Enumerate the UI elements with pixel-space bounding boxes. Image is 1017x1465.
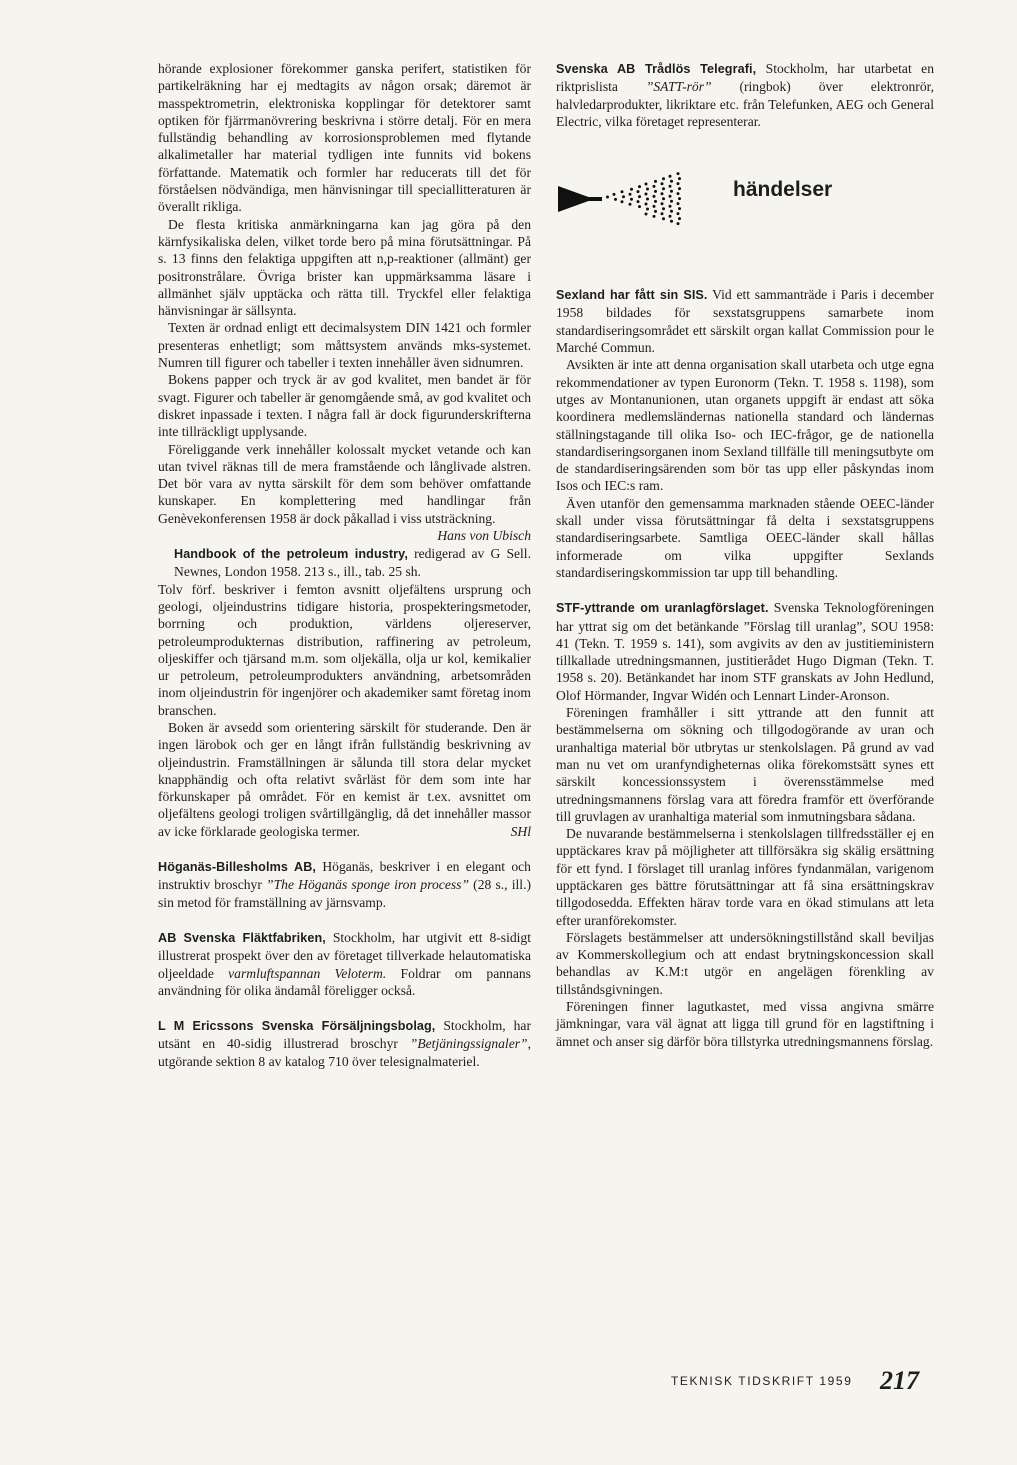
article-paragraph: Föreningen finner lagutkastet, med vissa angivna smärre jämkningar, vara väl ägnat att ligga till grund för en lagstiftning i ämnet och anser sig därför böra tillstyrka utredningsmannens förslag. <box>556 999 934 1049</box>
article-title: Sexland har fått sin SIS. <box>556 288 708 303</box>
right-column <box>556 60 934 1050</box>
notice-title: Svenska AB Trådlös Telegrafi, <box>556 62 757 76</box>
article-stf: STF-yttrande om uranlagförslaget. Svenska Teknologföreningen har yttrat sig om det betänkande ”Förslag till uranlag”, SOU 1958: 41 (Tekn. T. 1959 s. 141), som avgivits av den av justitieministern tillkallade utredningsmannen, justitierådet Hugo Digman (Tekn. T. 1958 s. 20). Betänkandet har inom STF granskats av John Hedlund, Olof Hörmander, Ingvar Widén och Lennart Linder-Aronson. Föreningen framhåller i sitt yttrande att den funnit att bestämmelserna om sökning och tillgodogörande av uran och uranhaltiga material bör utbrytas ur stenkolslagen. På grund av vad man nu vet om uranfyndigheternas olika förekomstsätt synes ett särskilt koncessionssystem i överensstämmelse med utredningsmannens förslag vara att föredra framför ett överförande till gruvlagen av uranhaltiga material som inmutningsbara sådana. De nuvarande bestämmelserna i stenkolslagen tillfredsställer ej en upptäckares krav på möjligheter att tillförsäkra sig skälig ersättning för ett fynd. I förslaget till uranlag införes fyndanmälan, varigenom upptäckaren ges bättre förutsättningar att få sina ersättningskrav tillgodosedda. Effekten härav torde vara en ökad stimulans att leta efter uranförekomster. Förslagets bestämmelser att undersökningstillstånd skall beviljas av Kommerskollegium och att endast brytningskoncession skall behandlas av K.M:t utgör en angelägen förenkling av tillståndsgivningen. Föreningen finner lagutkastet, med vissa angivna smärre jämkningar, vara väl ägnat att ligga till grund för en lagstiftning i ämnet och anser sig därför böra tillstyrka utredningsmannens förslag. <box>556 600 934 1049</box>
article-paragraph: Föreningen framhåller i sitt yttrande att den funnit att bestämmelserna om sökning och tillgodogörande av uran och uranhaltiga material bör utbrytas ur stenkolslagen. På grund av vad man nu vet om uranfyndigheternas olika förekomstsätt synes ett särskilt koncessionssystem i överensstämmelse med utredningsmannens förslag vara att föredra framför ett överförande till gruvlagen av uranhaltiga material som inmutningsbara sådana. <box>556 705 934 824</box>
notice-flaktfabriken: AB Svenska Fläktfabriken, Stockholm, har utgivit ett 8-sidigt illustrerat prospekt över den av företaget tillverkade helautomatiska oljeeldade varmluftspannan Veloterm. Foldrar om pannans användning för olika ändamål föreligger också. <box>158 929 532 998</box>
notice-tradlos: Svenska AB Trådlös Telegrafi, Stockholm, har utarbetat en riktprislista ”SATT-rör” (ringbok) över elektronrör, halvledarprodukter, likriktare etc. från Telefunken, AEG och General Electric, vilka företaget representerar. <box>556 61 934 129</box>
article-paragraph: De nuvarande bestämmelserna i stenkolslagen tillfredsställer ej en upptäckares krav på möjligheter att tillförsäkra sig skälig ersättning för ett fynd. I förslaget till uranlag införes fyndanmälan, varigenom upptäckaren ges bättre förutsättningar att få sina ersättningskrav tillgodosedda. Effekten härav torde vara en ökad stimulans att leta efter uranförekomster. <box>556 826 934 928</box>
page-number: 217 <box>880 1366 919 1395</box>
review-paragraph <box>158 719 531 840</box>
left-column <box>158 60 531 1070</box>
book-title: Handbook of the petroleum industry, <box>174 547 408 562</box>
journal-footer: TEKNISK TIDSKRIFT 1959 <box>671 1374 853 1388</box>
events-banner <box>556 154 934 274</box>
review-paragraph: Bokens papper och tryck är av god kvalitet, men bandet är för svagt. Figurer och tabeller är genomgående små, av god kvalitet och diskret inpassade i texten. I några fall är dock figurunderskrifterna inte tillräckligt upplysande. <box>158 372 531 440</box>
article-title: STF-yttrande om uranlagförslaget. <box>556 601 769 616</box>
article-paragraph: Även utanför den gemensamma marknaden stående OEEC-länder skall under vissa förutsättningar få delta i sexstatsgruppens standardiseringsarbete. Samtliga OEEC-länder skall hållas informerade om vilka uppgifter Sexlands standardiseringskommission tar upp till behandling. <box>556 495 934 580</box>
review-text: Föreliggande verk innehåller kolossalt mycket vetande och kan utan tvivel räknas till de mera framstående och långlivade alstren. Det bör vara av nytta särskilt för dem som behöver omfattande kunskaper. En komplettering med handlingar från Genèvekonferensen 1958 är dock påkallad i viss utsträckning. <box>158 441 531 526</box>
article-sexland: Sexland har fått sin SIS. Vid ett sammanträde i Paris i december 1958 bildades för sexstatsgruppens samarbete inom standardiseringsområdet ett särskilt organ kallat Commission pour le Marché Commun. Avsikten är inte att denna organisation skall utarbeta och utge egna rekommendationer av typen Euronorm (Tekn. T. 1958 s. 1198), som utges av Montanunionen, utan organets uppgift är endast att söka koordinera medlemsländernas nationella standard och ländernas ställningstagande till olika Iso- och IEC-frågor, ge de nationella standardiseringsorganen inom Sexland tillfälle till meningsutbyte om de standardiseringsärenden som bör tas upp eller påskyndas inom Isos och IEC:s ram. Även utanför den gemensamma marknaden stående OEEC-länder skall under vissa förutsättningar få delta i sexstatsgruppens standardiseringsarbete. Samtliga OEEC-länder skall hållas informerade om vilka uppgifter Sexlands standardiseringskommission tar upp till behandling. <box>556 287 934 580</box>
article-paragraph: Förslagets bestämmelser att undersökningstillstånd skall beviljas av Kommerskollegium och att endast brytningskoncession skall behandlas av K.M:t utgör en angelägen förenkling av tillståndsgivningen. <box>556 929 934 997</box>
review-paragraph: De flesta kritiska anmärkningarna kan jag göra på den kärnfysikaliska delen, vilket torde bero på mina förutsättningar. På s. 13 finns den felaktiga uppgiften att n,p-reaktioner (allmänt) ger positronstrålare. Övriga brister kan uppmärksamma läsare i allmänhet själv upptäcka och rätta till. Tryckfel eller felaktiga hänvisningar är sällsynta. <box>158 216 531 319</box>
notice-title: Höganäs-Billesholms AB, <box>158 860 317 875</box>
events-arrow-dots-icon <box>556 162 706 226</box>
notice-title: AB Svenska Fläktfabriken, <box>158 930 326 945</box>
notice-ericsson: L M Ericssons Svenska Försäljningsbolag, Stockholm, har utsänt en 40-sidig illustrerad broschyr ”Betjäningssignaler”, utgörande sektion 8 av katalog 710 över telesignalmateriel. <box>158 1018 531 1069</box>
reviewer-signature: SHl <box>510 823 531 839</box>
book-citation <box>158 545 531 581</box>
review-paragraph: Tolv förf. beskriver i femton avsnitt oljefältens ursprung och geologi, oljeindustrins tidigare historia, prospekteringsmetoder, borrning och produktion, världens oljereserver, petroleumprodukternas distribution, raffinering av petroleum, oljeskiffer och tjärsand m.m. som oljekälla, olja ur kol, kemikalier ur petroleum, petroleumprodukters användning, arbetsområden inom oljeindustrin för ingenjörer och akademiker samt företag inom branschen. <box>158 581 531 718</box>
book-details: redigerad av G Sell. Newnes, London 1958. 213 s., ill., tab. 25 sh. <box>174 546 531 580</box>
events-header: händelser <box>733 178 833 202</box>
review-text: Boken är avsedd som orientering särskilt för studerande. Den är ingen lärobok och ger en långt ifrån fullständig beskrivning av oljeindustrin. Framställningen är sålunda till stora delar mycket knapphändig och ofta relativt svårläst för dem som inte har förkunskaper på området. För en kemist är t.ex. avsnittet om oljefältens geologi troligen svårtillgänglig, då det innehåller massor av icke förklarade geologiska termer. <box>158 719 531 839</box>
notice-hoganas: Höganäs-Billesholms AB, Höganäs, beskriver i en elegant och instruktiv broschyr ”The Höganäs sponge iron process” (28 s., ill.) sin metod för framställning av järnsvamp. <box>158 859 531 910</box>
review-paragraph <box>158 441 531 544</box>
handbook-review <box>158 545 531 840</box>
reviewer-signature: Hans von Ubisch <box>437 528 531 544</box>
review-paragraph: Texten är ordnad enligt ett decimalsystem DIN 1421 och formler presenteras enhetligt; som måttsystem används mks-systemet. Numren till figurer och tabeller i texten innehåller även sidnumren. <box>158 320 531 371</box>
review-paragraph: hörande explosioner förekommer ganska perifert, statistiken för partikelräkning har ej medtagits av någon orsak; däremot är masspektrometrin, elektroniska kopplingar för detektorer samt optiken för fjärrmanövrering beskrivna i större detalj. För en mera fullständig behandling av korrosionsproblemen med flytande alkalimetaller har material tydligen inte funnits vid bokens författande. Matematik och formler har reducerats till det för förståelsen nödvändiga, men hänvisningar till speciallitteraturen är överallt rikliga. <box>158 61 531 215</box>
notice-title: L M Ericssons Svenska Försäljningsbolag, <box>158 1019 436 1034</box>
article-paragraph: Avsikten är inte att denna organisation skall utarbeta och utge egna rekommendationer av typen Euronorm (Tekn. T. 1958 s. 1198), som utges av Montanunionen, utan organets uppgift är endast att söka koordinera medlemsländernas nationella standard och ländernas ställningstagande till olika Iso- och IEC-frågor, ge de nationella standardiseringsorganen inom Sexland tillfälle till meningsutbyte om de standardiseringsärenden som bör tas upp eller påskyndas inom Isos och IEC:s ram. <box>556 357 934 494</box>
